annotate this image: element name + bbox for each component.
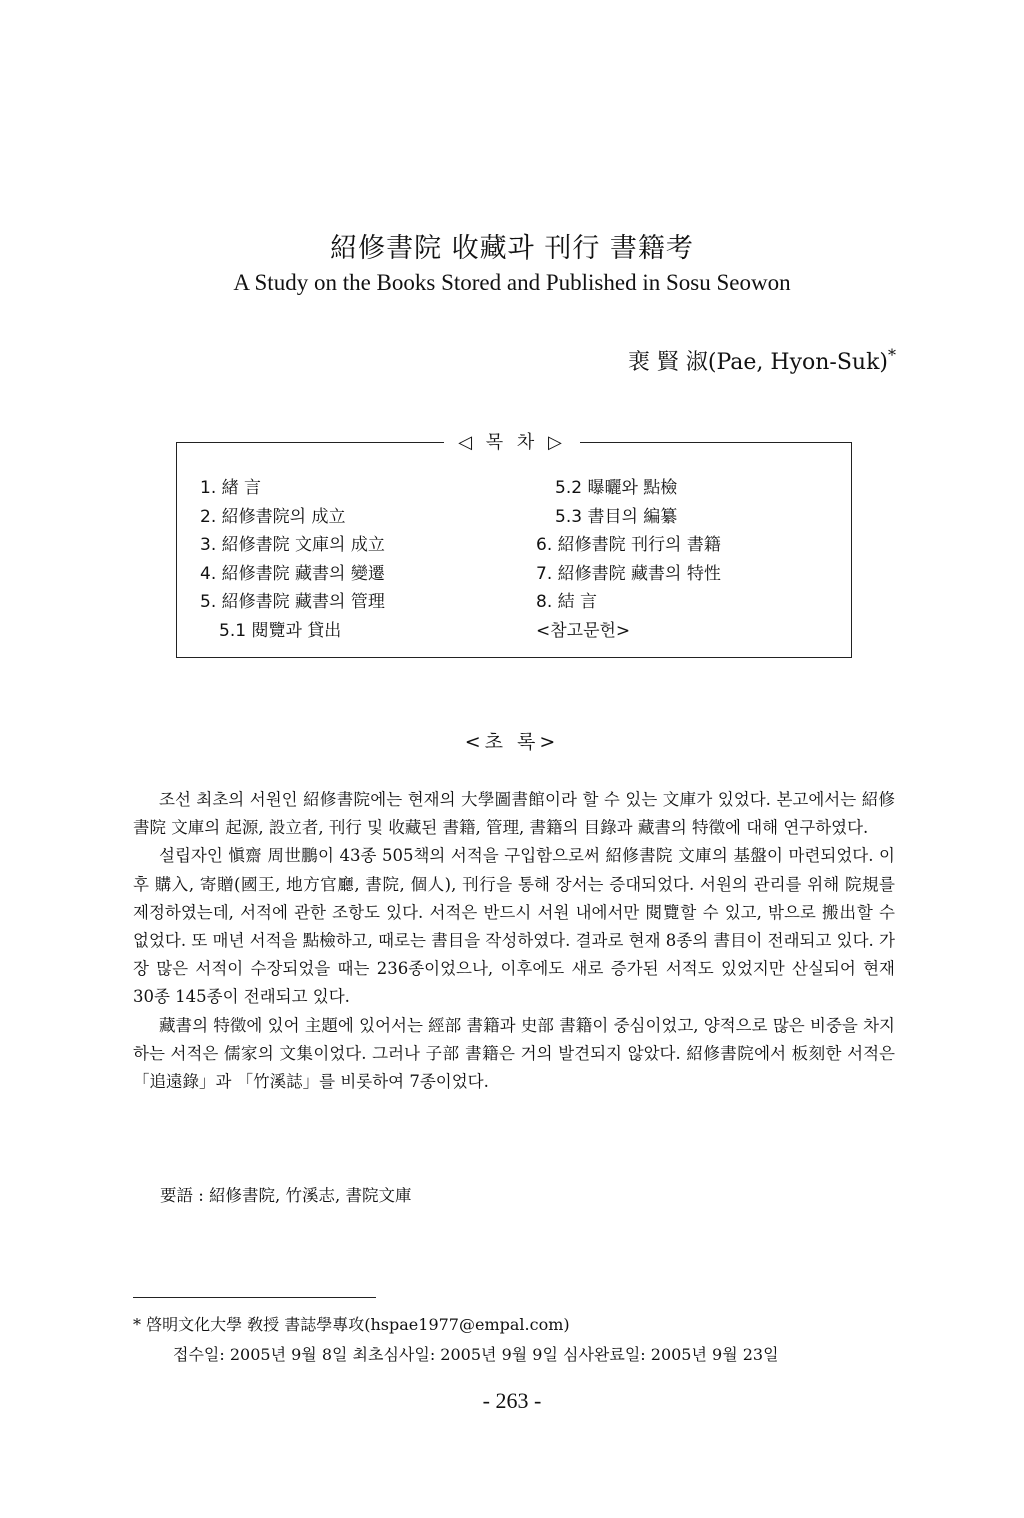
toc-item: 5.1 閱覽과 貸出 bbox=[219, 620, 342, 641]
author-line bbox=[628, 345, 896, 376]
toc-right-column bbox=[536, 474, 721, 645]
toc-item: 6. 紹修書院 刊行의 書籍 bbox=[536, 535, 721, 555]
author-name: 裵 賢 淑(Pae, Hyon-Suk) bbox=[627, 350, 888, 375]
footnote-divider bbox=[133, 1297, 376, 1298]
abstract-paragraph: 조선 최초의 서원인 紹修書院에는 현재의 大學圖書館이라 할 수 있는 文庫가 있었다. 본고에서는 紹修書院 文庫의 起源, 設立者, 刊行 및 收藏된 書籍, 管理, 書籍의 目錄과 藏書의 特徵에 대해 연구하였다. bbox=[133, 790, 895, 838]
toc-item: <참고문헌> bbox=[536, 620, 631, 641]
footnote bbox=[133, 1310, 779, 1370]
toc-heading: ◁ 목 차 ▷ bbox=[0, 428, 1024, 454]
toc-item: 1. 緖 言 bbox=[200, 478, 262, 498]
page-number: - 263 - bbox=[482, 1388, 542, 1413]
footnote-affiliation: * 啓明文化大學 敎授 書誌學專攻(hspae1977@empal.com) bbox=[133, 1315, 570, 1334]
toc-item: 2. 紹修書院의 成立 bbox=[200, 506, 346, 527]
toc-item: 4. 紹修書院 藏書의 變遷 bbox=[200, 563, 385, 584]
paper-title-english: A Study on the Books Stored and Published in Sosu Seowon bbox=[233, 270, 791, 295]
abstract-heading: <초 록> bbox=[464, 731, 560, 753]
toc-item: 7. 紹修書院 藏書의 特性 bbox=[536, 563, 721, 584]
toc-item: 3. 紹修書院 文庫의 成立 bbox=[200, 535, 385, 555]
abstract-body bbox=[133, 786, 895, 1096]
toc-item: 5.2 曝曬와 點檢 bbox=[555, 478, 678, 498]
footnote-dates: 접수일: 2005년 9월 8일 최초심사일: 2005년 9월 9일 심사완료일: 2005년 9월 23일 bbox=[173, 1345, 779, 1364]
abstract-paragraph: 藏書의 特徵에 있어 主題에 있어서는 經部 書籍과 史部 書籍이 중심이었고, 양적으로 많은 비중을 차지하는 서적은 儒家의 文集이었다. 그러나 子部 書籍은 거의 발견되지 않았다. 紹修書院에서 板刻한 서적은 「追遠錄」과 「竹溪誌」를 비롯하여 7종이었다. bbox=[133, 1015, 895, 1092]
abstract-paragraph: 설립자인 愼齋 周世鵬이 43종 505책의 서적을 구입함으로써 紹修書院 文庫의 基盤이 마련되었다. 이후 購入, 寄贈(國王, 地方官廳, 書院, 個人), 刊行을 통해 장서는 증대되었다. 서원의 관리를 위해 院規를 제정하였는데, 서적에 관한 조항도 있다. 서적은 반드시 서원 내에서만 閱覽할 수 있고, 밖으로 搬出할 수 없었다. 또 매년 서적을 點檢하고, 때로는 書目을 작성하였다. 결과로 현재 8종의 書目이 전래되고 있다. 가장 많은 서적이 수장되었을 때는 236종이었으나, 이후에도 새로 증가된 서적도 있었지만 산실되어 현재 30종 145종이 전래되고 있다. bbox=[133, 846, 895, 1007]
toc-item: 5. 紹修書院 藏書의 管理 bbox=[200, 592, 385, 612]
paper-title-korean: 紹修書院 收藏과 刊行 書籍考 bbox=[330, 233, 694, 264]
toc-item: 8. 結 言 bbox=[536, 592, 598, 612]
toc-left-column bbox=[200, 474, 385, 645]
toc-item: 5.3 書目의 編纂 bbox=[555, 506, 678, 527]
keywords: 要語 : 紹修書院, 竹溪志, 書院文庫 bbox=[160, 1186, 412, 1205]
author-footnote-mark: * bbox=[888, 345, 896, 365]
